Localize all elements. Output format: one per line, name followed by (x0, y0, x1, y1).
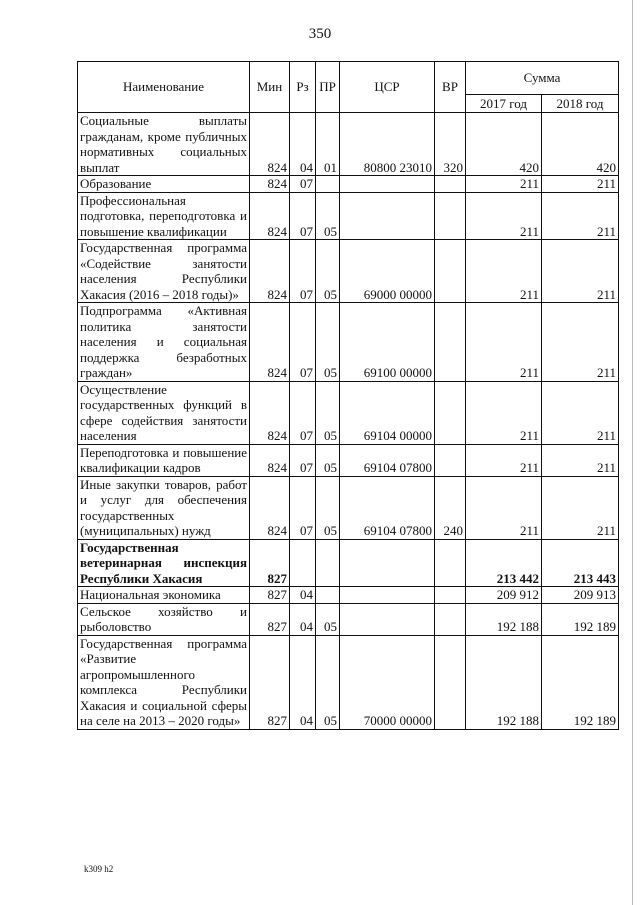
cell-csr (340, 539, 435, 587)
cell-rz: 07 (290, 381, 316, 444)
cell-name: Подпрограмма «Активная политика занятости населения и социальная поддержка безработных граждан» (78, 303, 250, 382)
cell-y2017: 420 (466, 113, 542, 176)
cell-pr: 05 (316, 381, 340, 444)
cell-pr (316, 176, 340, 193)
cell-min: 827 (250, 587, 290, 604)
cell-vr: 240 (435, 476, 466, 539)
cell-y2018: 420 (542, 113, 619, 176)
cell-y2017: 211 (466, 192, 542, 240)
cell-rz: 04 (290, 603, 316, 635)
cell-y2018: 211 (542, 192, 619, 240)
cell-name: Государственная ветеринарная инспекция Республики Хакасия (78, 539, 250, 587)
cell-vr (435, 635, 466, 729)
col-header-2018: 2018 год (542, 95, 619, 113)
cell-vr (435, 303, 466, 382)
cell-y2018: 211 (542, 240, 619, 303)
cell-name: Осуществление государственных функций в сфере содействия занятости населения (78, 381, 250, 444)
table-row (78, 539, 619, 587)
col-header-vr: ВР (435, 62, 466, 113)
cell-y2017: 192 188 (466, 635, 542, 729)
cell-pr (316, 587, 340, 604)
cell-name: Социальные выплаты гражданам, кроме публичных нормативных социальных выплат (78, 113, 250, 176)
footer-code: k309 h2 (84, 864, 114, 874)
cell-csr: 70000 00000 (340, 635, 435, 729)
cell-csr: 69104 00000 (340, 381, 435, 444)
cell-y2018: 209 913 (542, 587, 619, 604)
cell-pr: 05 (316, 603, 340, 635)
cell-vr (435, 603, 466, 635)
table-row (78, 192, 619, 240)
cell-rz: 07 (290, 444, 316, 476)
cell-pr: 05 (316, 192, 340, 240)
cell-pr: 05 (316, 635, 340, 729)
cell-csr: 69104 07800 (340, 476, 435, 539)
cell-rz: 04 (290, 113, 316, 176)
col-header-min: Мин (250, 62, 290, 113)
cell-pr: 05 (316, 476, 340, 539)
cell-y2018: 192 189 (542, 635, 619, 729)
cell-vr: 320 (435, 113, 466, 176)
cell-pr (316, 539, 340, 587)
cell-vr (435, 240, 466, 303)
cell-pr: 05 (316, 444, 340, 476)
cell-y2018: 213 443 (542, 539, 619, 587)
cell-min: 827 (250, 603, 290, 635)
cell-min: 827 (250, 539, 290, 587)
cell-csr: 69000 00000 (340, 240, 435, 303)
cell-name: Профессиональная подготовка, переподготовка и повышение квалификации (78, 192, 250, 240)
page-number: 350 (308, 26, 332, 42)
cell-rz (290, 539, 316, 587)
cell-y2018: 211 (542, 476, 619, 539)
cell-min: 824 (250, 303, 290, 382)
cell-min: 824 (250, 192, 290, 240)
cell-name: Переподготовка и повышение квалификации кадров (78, 444, 250, 476)
cell-rz: 07 (290, 176, 316, 193)
cell-pr: 05 (316, 303, 340, 382)
cell-y2017: 213 442 (466, 539, 542, 587)
page-edge-line (632, 0, 640, 905)
col-header-rz: Рз (290, 62, 316, 113)
cell-y2017: 192 188 (466, 603, 542, 635)
cell-y2018: 211 (542, 303, 619, 382)
cell-rz: 07 (290, 303, 316, 382)
cell-rz: 04 (290, 635, 316, 729)
cell-y2018: 211 (542, 176, 619, 193)
cell-y2018: 211 (542, 444, 619, 476)
cell-y2017: 211 (466, 303, 542, 382)
table-row (78, 176, 619, 193)
cell-min: 827 (250, 635, 290, 729)
cell-vr (435, 381, 466, 444)
cell-name: Образование (78, 176, 250, 193)
cell-csr (340, 176, 435, 193)
cell-y2017: 211 (466, 444, 542, 476)
table-row (78, 240, 619, 303)
col-header-sum: Сумма (466, 62, 619, 95)
cell-csr: 80800 23010 (340, 113, 435, 176)
cell-min: 824 (250, 113, 290, 176)
cell-name: Иные закупки товаров, работ и услуг для обеспечения государственных (муниципальных) нужд (78, 476, 250, 539)
cell-min: 824 (250, 381, 290, 444)
cell-vr (435, 587, 466, 604)
col-header-pr: ПР (316, 62, 340, 113)
table-row (78, 476, 619, 539)
table-row (78, 603, 619, 635)
cell-csr (340, 587, 435, 604)
table-row (78, 113, 619, 176)
cell-vr (435, 444, 466, 476)
cell-csr: 69104 07800 (340, 444, 435, 476)
cell-csr (340, 603, 435, 635)
cell-y2017: 211 (466, 240, 542, 303)
cell-vr (435, 176, 466, 193)
table-row (78, 444, 619, 476)
cell-vr (435, 539, 466, 587)
cell-y2017: 211 (466, 476, 542, 539)
table-row (78, 303, 619, 382)
col-header-csr: ЦСР (340, 62, 435, 113)
cell-rz: 04 (290, 587, 316, 604)
cell-csr (340, 192, 435, 240)
cell-csr: 69100 00000 (340, 303, 435, 382)
cell-rz: 07 (290, 476, 316, 539)
cell-y2017: 209 912 (466, 587, 542, 604)
cell-y2017: 211 (466, 176, 542, 193)
budget-table (77, 61, 619, 730)
cell-pr: 01 (316, 113, 340, 176)
table-row (78, 635, 619, 729)
cell-rz: 07 (290, 240, 316, 303)
cell-name: Государственная программа «Развитие агропромышленного комплекса Республики Хакасия и социальной сферы на селе на 2013 – 2020 годы» (78, 635, 250, 729)
col-header-2017: 2017 год (466, 95, 542, 113)
cell-y2018: 192 189 (542, 603, 619, 635)
cell-name: Государственная программа «Содействие занятости населения Республики Хакасия (2016 – 2018 годы)» (78, 240, 250, 303)
table-row (78, 587, 619, 604)
cell-y2017: 211 (466, 381, 542, 444)
cell-y2018: 211 (542, 381, 619, 444)
cell-pr: 05 (316, 240, 340, 303)
cell-min: 824 (250, 444, 290, 476)
cell-min: 824 (250, 240, 290, 303)
cell-vr (435, 192, 466, 240)
table-row (78, 381, 619, 444)
cell-name: Сельское хозяйство и рыболовство (78, 603, 250, 635)
cell-min: 824 (250, 476, 290, 539)
col-header-name: Наименование (78, 62, 250, 113)
cell-name: Национальная экономика (78, 587, 250, 604)
cell-rz: 07 (290, 192, 316, 240)
cell-min: 824 (250, 176, 290, 193)
